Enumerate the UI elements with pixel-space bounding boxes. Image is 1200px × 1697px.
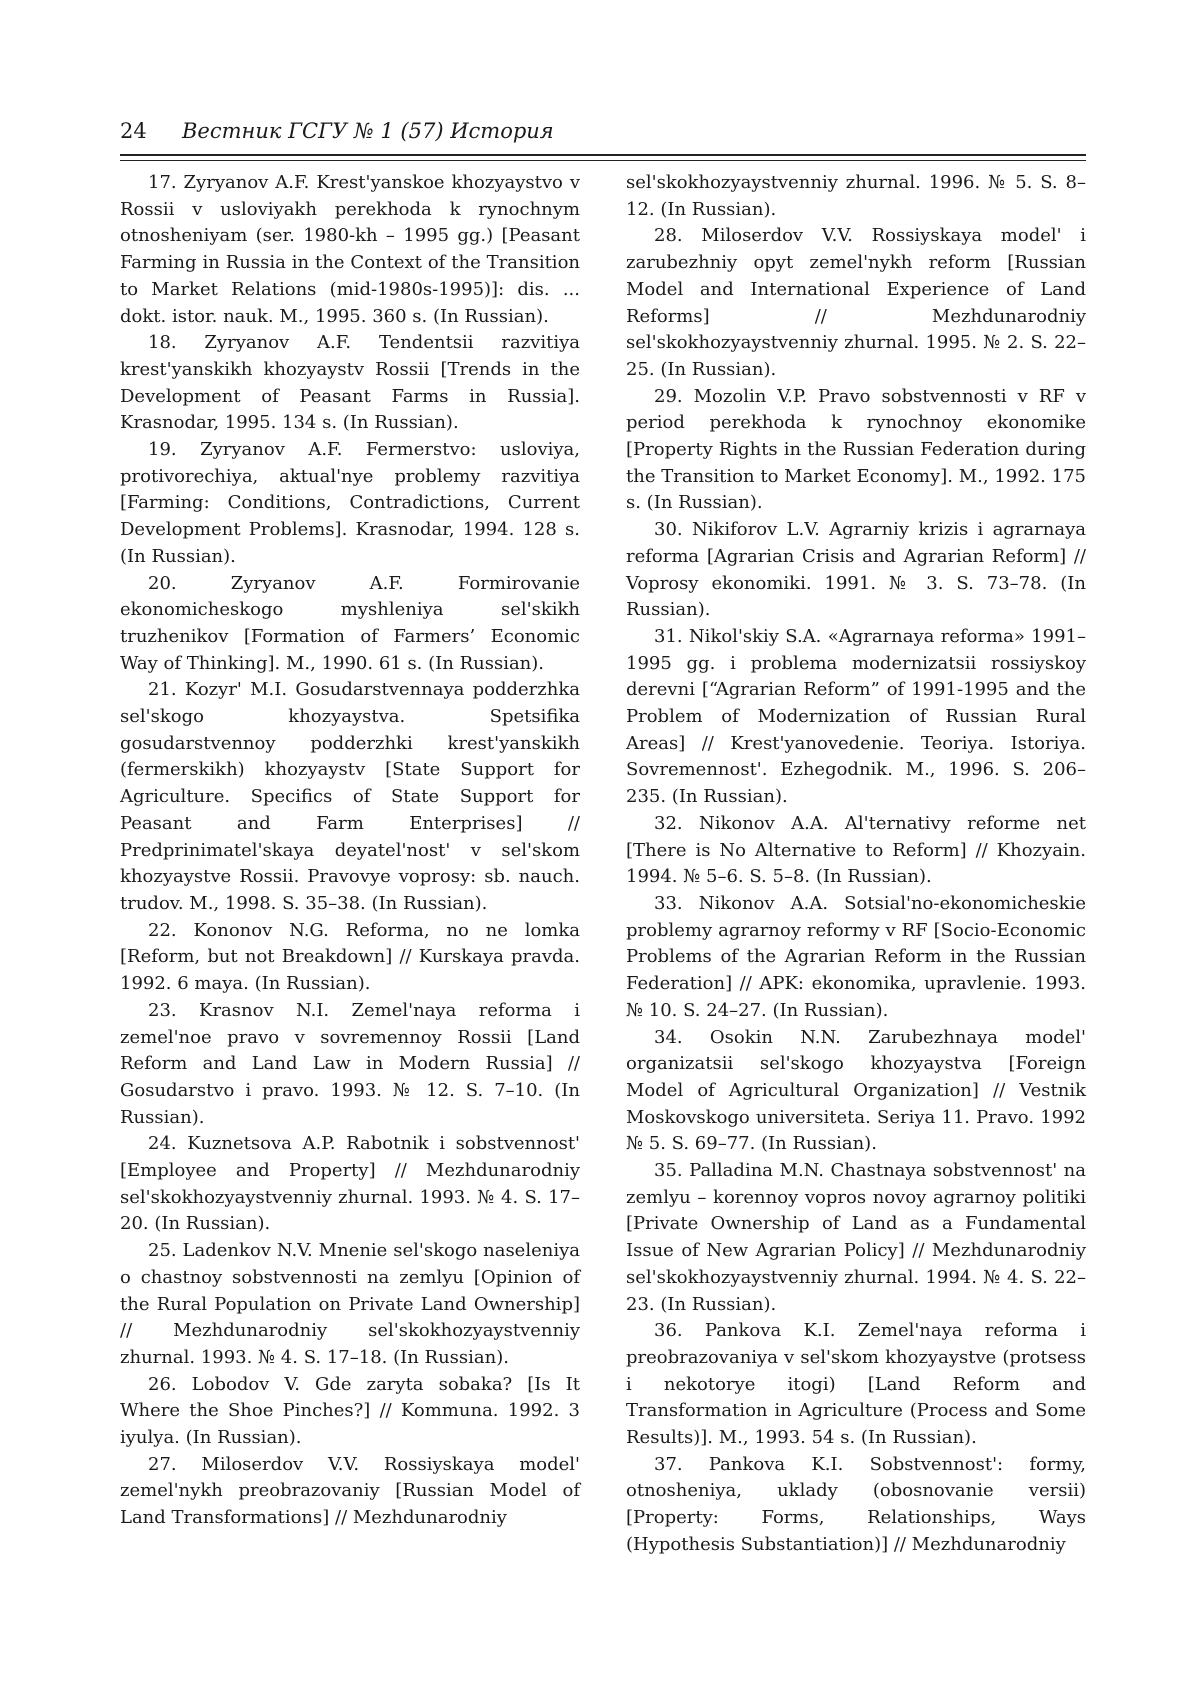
reference-entry: 23. Krasnov N.I. Zemel'naya reforma i zemel'noe pravo v sovremennoy Rossii [Land Reform and Land Law in Modern Russia] // Gosudarstvo i pravo. 1993. № 12. S. 7–10. (In Russian). (120, 999, 580, 1128)
header-rule-thick (120, 154, 1086, 156)
reference-entry: 35. Palladina M.N. Chastnaya sobstvennost' na zemlyu – korennoy vopros novoy agrarnoy politiki [Private Ownership of Land as a Fundamental Issue of New Agrarian Policy] // Mezhdunarodniy sel'skokhozyaystvenniy zhurnal. 1994. № 4. S. 22–23. (In Russian). (626, 1160, 1086, 1315)
reference-entry: 25. Ladenkov N.V. Mnenie sel'skogo naseleniya o chastnoy sobstvennosti na zemlyu [Opinion of the Rural Population on Private Land Ownership] // Mezhdunarodniy sel'skokhozyaystvenniy zhurnal. 1993. № 4. S. 17–18. (In Russian). (120, 1240, 580, 1368)
reference-entry: 19. Zyryanov A.F. Fermerstvo: usloviya, protivorechiya, aktual'nye problemy razvitiya [Farming: Conditions, Contradictions, Current Development Problems]. Krasnodar, 1994. 128 s. (In Russian). (120, 439, 580, 567)
reference-entry: 17. Zyryanov A.F. Krest'yanskoe khozyaystvo v Rossii v usloviyakh perekhoda k rynochnym otnosheniyam (ser. 1980-kh – 1995 gg.) [Peasant Farming in Russia in the Context of the Transition to Market Relations (mid-1980s-1995)]: dis. ... dokt. istor. nauk. M., 1995. 360 s. (In Russian). (120, 172, 580, 327)
reference-entry: 20. Zyryanov A.F. Formirovanie ekonomicheskogo myshleniya sel'skikh truzhenikov [Formation of Farmers’ Economic Way of Thinking]. M., 1990. 61 s. (In Russian). (120, 572, 580, 674)
reference-entry: 22. Kononov N.G. Reforma, no ne lomka [Reform, but not Breakdown] // Kurskaya pravda. 1992. 6 maya. (In Russian). (120, 919, 580, 995)
journal-title: Вестник ГСГУ № 1 (57) История (182, 119, 554, 143)
left-column (120, 170, 580, 1532)
reference-entry: 32. Nikonov A.A. Al'ternativy reforme net [There is No Alternative to Reform] // Khozyain. 1994. № 5–6. S. 5–8. (In Russian). (626, 812, 1086, 888)
reference-continuation: sel'skokhozyaystvenniy zhurnal. 1996. № 5. S. 8–12. (In Russian). (626, 172, 1086, 220)
reference-entry: 24. Kuznetsova A.P. Rabotnik i sobstvennost' [Employee and Property] // Mezhdunarodniy sel'skokhozyaystvenniy zhurnal. 1993. № 4. S. 17–20. (In Russian). (120, 1133, 580, 1235)
reference-entry: 27. Miloserdov V.V. Rossiyskaya model' zemel'nykh preobrazovaniy [Russian Model of Land Transformations] // Mezhdunarodniy (120, 1453, 580, 1529)
reference-entry: 33. Nikonov A.A. Sotsial'no-ekonomicheskie problemy agrarnoy reformy v RF [Socio-Economic Problems of the Agrarian Reform in the Russian Federation] // APK: ekonomika, upravlenie. 1993. № 10. S. 24–27. (In Russian). (626, 892, 1086, 1021)
reference-entry: 31. Nikol'skiy S.A. «Agrarnaya reforma» 1991–1995 gg. i problema modernizatsii rossiyskoy derevni [“Agrarian Reform” of 1991-1995 and the Problem of Modernization of Russian Rural Areas] // Krest'yanovedenie. Teoriya. Istoriya. Sovremennost'. Ezhegodnik. M., 1996. S. 206–235. (In Russian). (626, 625, 1086, 808)
right-column (626, 170, 1086, 1559)
reference-entry: 37. Pankova K.I. Sobstvennost': formy, otnosheniya, uklady (obosnovanie versii) [Property: Forms, Relationships, Ways (Hypothesis Substantiation)] // Mezhdunarodniy (626, 1453, 1086, 1555)
reference-entry: 34. Osokin N.N. Zarubezhnaya model' organizatsii sel'skogo khozyaystva [Foreign Model of Agricultural Organization] // Vestnik Moskovskogo universiteta. Seriya 11. Pravo. 1992 № 5. S. 69–77. (In Russian). (626, 1026, 1086, 1155)
reference-entry: 30. Nikiforov L.V. Agrarniy krizis i agrarnaya reforma [Agrarian Crisis and Agrarian Reform] // Voprosy ekonomiki. 1991. № 3. S. 73–78. (In Russian). (626, 519, 1086, 621)
reference-entry: 18. Zyryanov A.F. Tendentsii razvitiya krest'yanskikh khozyaystv Rossii [Trends in the Development of Peasant Farms in Russia]. Krasnodar, 1995. 134 s. (In Russian). (120, 332, 580, 434)
header-rule-thin (120, 160, 1086, 161)
running-header (120, 114, 1086, 148)
page-number: 24 (120, 119, 147, 143)
reference-entry: 29. Mozolin V.P. Pravo sobstvennosti v RF v period perekhoda k rynochnoy ekonomike [Property Rights in the Russian Federation during the Transition to Market Economy]. M., 1992. 175 s. (In Russian). (626, 385, 1086, 514)
reference-entry: 26. Lobodov V. Gde zaryta sobaka? [Is It Where the Shoe Pinches?] // Kommuna. 1992. 3 iyulya. (In Russian). (120, 1373, 580, 1449)
reference-entry: 28. Miloserdov V.V. Rossiyskaya model' i zarubezhniy opyt zemel'nykh reform [Russian Model and International Experience of Land Reforms] // Mezhdunarodniy sel'skokhozyaystvenniy zhurnal. 1995. № 2. S. 22–25. (In Russian). (626, 225, 1086, 380)
reference-entry: 36. Pankova K.I. Zemel'naya reforma i preobrazovaniya v sel'skom khozyaystve (protsess i nekotorye itogi) [Land Reform and Transformation in Agriculture (Process and Some Results)]. M., 1993. 54 s. (In Russian). (626, 1320, 1086, 1449)
reference-entry: 21. Kozyr' M.I. Gosudarstvennaya podderzhka sel'skogo khozyaystva. Spetsifika gosudarstvennoy podderzhki krest'yanskikh (fermerskikh) khozyaystv [State Support for Agriculture. Specifics of State Support for Peasant and Farm Enterprises] // Predprinimatel'skaya deyatel'nost' v sel'skom khozyaystve Rossii. Pravovye voprosy: sb. nauch. trudov. M., 1998. S. 35–38. (In Russian). (120, 679, 580, 914)
